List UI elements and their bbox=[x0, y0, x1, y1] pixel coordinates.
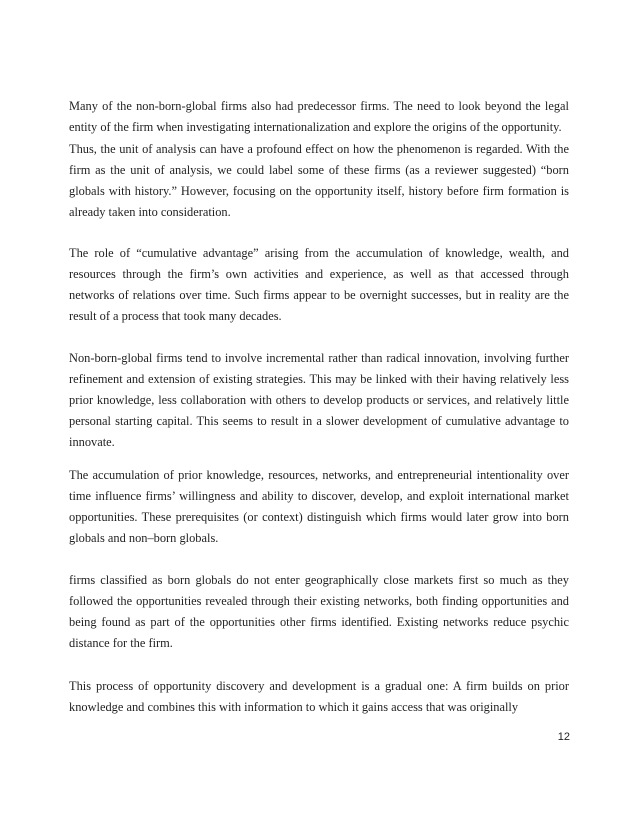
paragraph-born-globals-markets: firms classified as born globals do not enter geographically close markets first so much as they followed the opportunities revealed through their existing networks, both finding opportunities and being found as part of the opportunities other firms identified. Existing networks reduce psychic distance for the firm. bbox=[69, 573, 569, 650]
paragraph-cumulative-advantage: The role of “cumulative advantage” arising from the accumulation of knowledge, wealth, and resources through the firm’s own activities and experience, as well as that accessed through networks of relations over time. Such firms appear to be overnight successes, but in reality are the result of a process that took many decades. bbox=[69, 246, 569, 323]
paragraph-incremental-innovation: Non-born-global firms tend to involve incremental rather than radical innovation, involving further refinement and extension of existing strategies. This may be linked with their having relatively less prior knowledge, less collaboration with others to develop products or services, and relatively little personal starting capital. This seems to result in a slower development of cumulative advantage to innovate. bbox=[69, 351, 569, 449]
paragraph-predecessor-firms: Many of the non-born-global firms also had predecessor firms. The need to look beyond the legal entity of the firm when investigating internationalization and explore the origins of the opportunity. bbox=[69, 99, 569, 134]
page-number: 12 bbox=[557, 731, 570, 743]
paragraph-unit-of-analysis: Thus, the unit of analysis can have a profound effect on how the phenomenon is regarded. With the firm as the unit of analysis, we could label some of these firms (as a reviewer suggested) “born globals with history.” However, focusing on the opportunity itself, history before firm formation is already taken into consideration. bbox=[69, 142, 569, 219]
paragraph-opportunity-discovery: This process of opportunity discovery and development is a gradual one: A firm builds on prior knowledge and combines this with information to which it gains access that was originally bbox=[69, 679, 569, 714]
paragraph-prior-knowledge: The accumulation of prior knowledge, resources, networks, and entrepreneurial intentionality over time influence firms’ willingness and ability to discover, develop, and exploit international market opportunities. These prerequisites (or context) distinguish which firms would later grow into born globals and non–born globals. bbox=[69, 468, 569, 545]
